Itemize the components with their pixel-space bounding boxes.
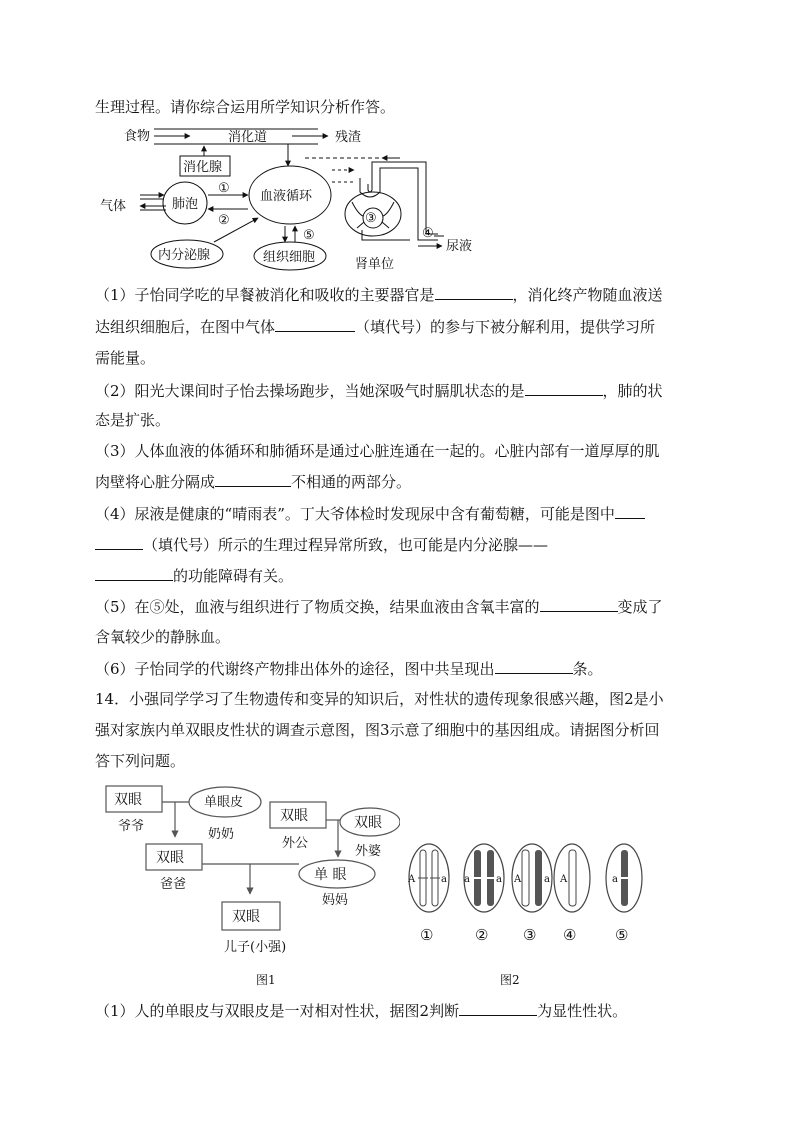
intro-text: 生理过程。请你综合运用所学知识分析作答。 <box>95 98 396 116</box>
grandpa-trait: 双眼 <box>114 792 142 808</box>
figure1-caption: 图1 <box>256 973 276 987</box>
gene-A-1: A <box>408 874 416 885</box>
q13-line12: 含氧较少的静脉血。 <box>95 628 231 646</box>
label-tissue: 组织细胞 <box>263 250 316 265</box>
q13-line4: （2）阳光大课间时子怡去操场跑步，当她深吸气时膈肌状态的是 ，肺的状 <box>95 382 663 400</box>
q13-line2: 达组织细胞后，在图中气体 （填代号）的参与下被分解利用，提供学习所 <box>95 318 656 336</box>
q13-line6: （3）人体血液的体循环和肺循环是通过心脏连通在一起的。心脏内部有一道厚厚的肌 <box>95 442 660 460</box>
figure2-caption: 图2 <box>500 973 520 987</box>
label-n5: ⑤ <box>303 228 315 243</box>
q13-line1: （1）子怡同学吃的早餐被消化和吸收的主要器官是 ，消化终产物随血液送 <box>95 286 663 304</box>
label-n4: ④ <box>422 226 434 241</box>
label-endocrine: 内分泌腺 <box>158 248 211 263</box>
label-urine: 尿液 <box>446 239 473 254</box>
answer-blank[interactable] <box>525 380 603 396</box>
answer-blank[interactable] <box>215 471 291 487</box>
mom-trait: 单 眼 <box>314 867 347 883</box>
maternal-gp-trait: 双眼 <box>280 808 308 824</box>
answer-blank[interactable] <box>540 596 618 612</box>
answer-blank[interactable] <box>495 658 573 674</box>
cell-num-2: ② <box>475 926 489 944</box>
maternal-gp-label: 外公 <box>282 836 309 851</box>
cell-num-5: ⑤ <box>615 926 629 944</box>
cell-num-3: ③ <box>523 926 537 944</box>
answer-blank[interactable] <box>615 503 645 519</box>
mom-label: 妈妈 <box>322 893 349 908</box>
gene-a-4: a <box>544 874 550 885</box>
q13-line11: （5）在⑤处，血液与组织进行了物质交换，结果血液由含氧丰富的 变成了 <box>95 598 663 616</box>
q14-line1: 14．小强同学学习了生物遗传和变异的知识后，对性状的遗传现象很感兴趣，图2是小 <box>95 690 664 708</box>
q13-line10: 的功能障碍有关。 <box>95 565 293 586</box>
gene-a-5: a <box>612 874 618 885</box>
label-n2: ② <box>218 213 230 228</box>
q13-line3: 需能量。 <box>95 349 156 367</box>
q13-line13: （6）子怡同学的代谢终产物排出体外的途径，图中共呈现出 条。 <box>95 660 603 678</box>
label-tract: 消化道 <box>228 130 268 145</box>
answer-blank[interactable] <box>275 316 355 332</box>
son-trait: 双眼 <box>232 909 260 925</box>
q13-line7: 肉壁将心脏分隔成 不相通的两部分。 <box>95 473 412 491</box>
cell-num-4: ④ <box>563 926 577 944</box>
q14-q1: （1）人的单眼皮与双眼皮是一对相对性状，据图2判断 为显性性状。 <box>95 1002 628 1020</box>
grandma-label: 奶奶 <box>208 827 235 842</box>
q13-line5: 态是扩张。 <box>95 411 171 429</box>
label-n3: ③ <box>365 211 377 226</box>
q13-line8: （4）尿液是健康的“晴雨表”。丁大爷体检时发现尿中含有葡萄糖，可能是图中 <box>95 503 645 524</box>
q14-line2: 强对家族内单双眼皮性状的调查示意图，图3示意了细胞中的基因组成。请据图分析回 <box>95 721 660 739</box>
pedigree-figure <box>100 782 400 962</box>
label-blood: 血液循环 <box>260 189 313 204</box>
cell-num-1: ① <box>420 926 434 944</box>
gene-a-1: a <box>441 874 447 885</box>
grandpa-label: 爷爷 <box>118 819 145 834</box>
label-gas: 气体 <box>100 199 127 214</box>
son-label: 儿子(小强) <box>224 940 287 955</box>
q14-line3: 答下列问题。 <box>95 752 186 770</box>
maternal-gm-trait: 双眼 <box>354 815 382 831</box>
dad-label: 爸爸 <box>160 877 187 892</box>
label-n1: ① <box>218 181 230 196</box>
gene-a-2: a <box>464 874 470 885</box>
gene-figure <box>400 840 680 950</box>
maternal-gm-label: 外婆 <box>355 844 382 859</box>
grandma-trait: 单眼皮 <box>204 795 244 810</box>
answer-blank[interactable] <box>459 1000 537 1016</box>
label-residue: 残渣 <box>335 130 362 145</box>
label-gland: 消化腺 <box>183 160 223 175</box>
gene-A-3: A <box>514 874 522 885</box>
dad-trait: 双眼 <box>156 850 184 866</box>
answer-blank[interactable] <box>435 284 513 300</box>
q13-line9: （填代号）所示的生理过程异常所致，也可能是内分泌腺—— <box>95 534 548 555</box>
physiology-diagram <box>100 122 480 277</box>
gene-A-4: A <box>560 874 568 885</box>
answer-blank[interactable] <box>95 534 143 550</box>
label-alveoli: 肺泡 <box>172 197 199 212</box>
answer-blank[interactable] <box>95 565 173 581</box>
gene-a-3: a <box>496 874 502 885</box>
label-food: 食物 <box>124 129 151 144</box>
label-nephron: 肾单位 <box>355 257 395 272</box>
